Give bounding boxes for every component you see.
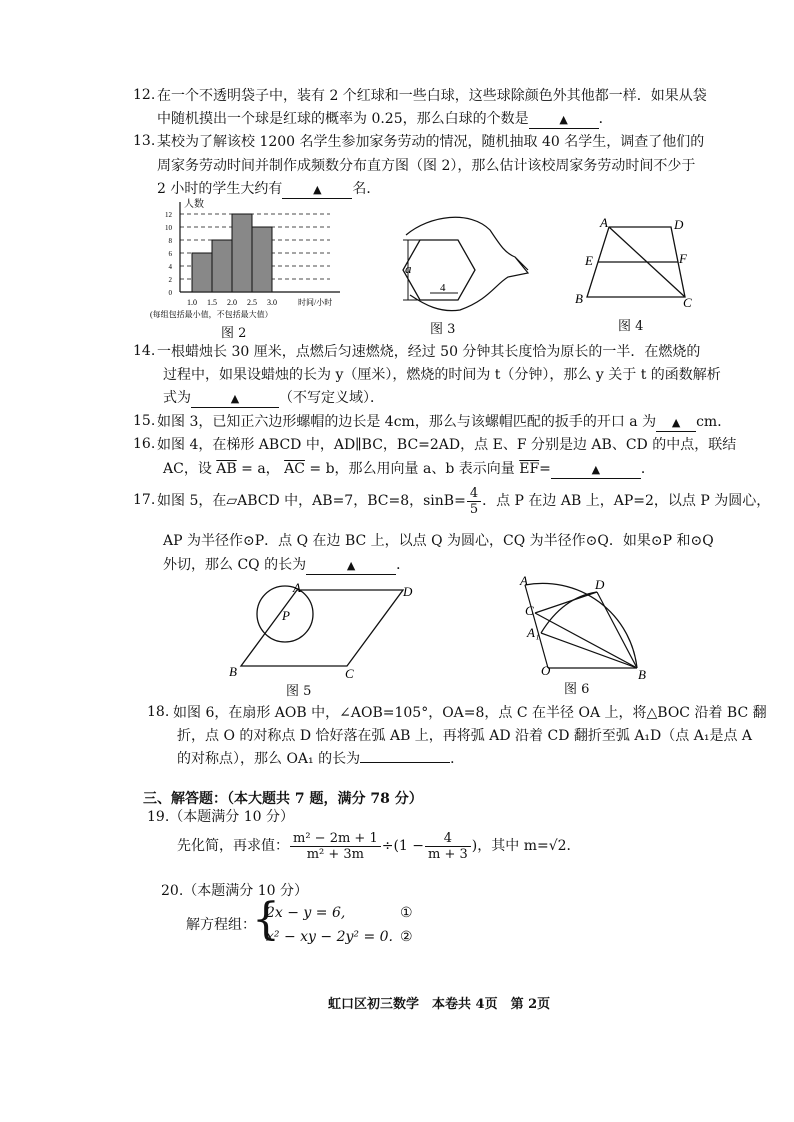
q12-line2-text: 中随机摸出一个球是红球的概率为 0.25，那么白球的个数是 xyxy=(157,111,529,127)
figure-6-sector xyxy=(515,575,655,680)
q12-line1: 在一个不透明袋子中，装有 2 个红球和一些白球，这些球除颜色外其他都一样．如果从袋 xyxy=(157,88,707,104)
q13-line1: 某校为了解该校 1200 名学生参加家务劳动的情况，随机抽取 40 名学生，调查了他们的 xyxy=(157,134,705,150)
histogram-bar xyxy=(252,227,272,292)
y-tick-label: 12 xyxy=(165,211,172,219)
histogram-note: (每组包括最小值，不包括最大值） xyxy=(150,310,273,319)
label-C: C xyxy=(345,666,354,681)
q12-line2-end: ． xyxy=(598,111,613,127)
blank-mark: ▲ xyxy=(230,392,240,405)
fraction-1-denominator: m² + 3m xyxy=(306,846,365,862)
figure-2-caption: 图 2 xyxy=(221,326,247,341)
blank-mark: ▲ xyxy=(346,559,356,572)
q16-eq-b: = b，那么用向量 a、b 表示向量 xyxy=(309,461,515,477)
wrench-outline xyxy=(406,217,528,310)
vector-ab: $\overline{AB}$ xyxy=(216,461,237,477)
q15-unit: cm． xyxy=(696,414,732,430)
label-B: B xyxy=(638,667,646,682)
label-A: A xyxy=(600,215,608,230)
q15-line xyxy=(157,413,731,432)
segment-a1b xyxy=(541,633,637,668)
q17-text-cont: ．点 P 在边 AB 上，AP=2，以点 P 为圆心， xyxy=(482,493,771,509)
q17-answer-blank xyxy=(306,557,396,575)
q13-line3-end: 名． xyxy=(352,181,381,197)
q12-answer-blank xyxy=(529,111,599,129)
histogram-bar xyxy=(192,253,212,292)
blank-mark: ▲ xyxy=(559,113,568,126)
q13-line2: 周家务劳动时间并制作成频数分布直方图（图 2），那么估计该校周家务劳动时间不少于 xyxy=(157,158,696,174)
q18-line2: 折，点 O 的对称点 D 恰好落在弧 AB 上，再将弧 AD 沿着 CD 翻折至弧 A₁D（点 A₁是点 A xyxy=(177,728,753,744)
q18-line3 xyxy=(177,750,464,768)
sinB-fraction xyxy=(467,486,481,517)
figure-3-caption: 图 3 xyxy=(430,322,456,337)
x-tick-label: 1.5 xyxy=(207,298,217,307)
q17-line3-text: 外切，那么 CQ 的长为 xyxy=(163,557,307,573)
q17-line3 xyxy=(163,556,410,575)
q15-number: 15. xyxy=(133,413,156,429)
q18-number: 18. xyxy=(147,704,170,720)
parallelogram-abcd xyxy=(241,590,403,666)
histogram-bar xyxy=(232,214,252,292)
q19-expression xyxy=(177,828,581,864)
hexagon-nut xyxy=(403,240,475,300)
q12-number: 12. xyxy=(133,87,156,103)
q14-answer-blank xyxy=(191,390,279,408)
q18-line3-end: ． xyxy=(450,751,465,767)
q19-mid: ÷(1 − xyxy=(381,838,425,854)
section-3-heading: 三、解答题：（本大题共 7 题，满分 78 分） xyxy=(143,791,423,807)
y-axis-label: 人数 xyxy=(184,199,204,210)
histogram-bar xyxy=(212,240,232,292)
segment-cd xyxy=(535,592,597,613)
q18-line3-text: 的对称点），那么 OA₁ 的长为 xyxy=(177,751,361,767)
y-tick-label: 8 xyxy=(168,237,172,245)
fraction-2-denominator: m + 3 xyxy=(428,846,468,862)
q13-line3 xyxy=(157,180,380,199)
q16-end: ． xyxy=(640,461,655,477)
x-axis-label: 时间/小时 xyxy=(298,298,333,307)
label-B: B xyxy=(229,664,237,679)
q14-number: 14. xyxy=(133,343,156,359)
blank-mark: ▲ xyxy=(313,183,322,196)
x-tick-label: 2.0 xyxy=(227,298,237,307)
q19-tail: )，其中 m=√2． xyxy=(471,838,581,854)
q19-score: （本题满分 10 分） xyxy=(169,809,294,825)
q14-line1: 一根蜡烛长 30 厘米，点燃后匀速燃烧，经过 50 分钟其长度恰为原长的一半．在燃烧的 xyxy=(157,344,701,360)
label-C: C xyxy=(683,295,692,310)
q19-header xyxy=(147,808,294,826)
q17-number: 17. xyxy=(133,492,156,508)
q12-line2 xyxy=(157,110,613,129)
page-footer: 虹口区初三数学 本卷共 4页 第 2页 xyxy=(328,997,551,1012)
q13-line3-text: 2 小时的学生大约有 xyxy=(157,181,283,197)
q20-circle-1: ① xyxy=(400,905,413,921)
y-tick-label: 10 xyxy=(165,224,172,232)
q13-number: 13. xyxy=(133,133,156,149)
arc-a1d xyxy=(541,592,597,633)
y-tick-label: 4 xyxy=(168,263,172,271)
q13-answer-blank xyxy=(282,181,352,199)
q17-text: 如图 5，在▱ABCD 中，AB=7，BC=8，sinB= xyxy=(157,493,466,509)
label-D: D xyxy=(595,577,605,592)
label-F: F xyxy=(679,251,687,266)
q15-answer-blank xyxy=(656,414,696,432)
q19-number: 19. xyxy=(147,809,170,825)
y-tick-label: 2 xyxy=(168,276,172,284)
figure-5-parallelogram xyxy=(225,580,425,680)
q14-line3-text: 式为 xyxy=(163,390,191,406)
q17-line3-end: ． xyxy=(396,557,411,573)
figure-4-caption: 图 4 xyxy=(618,319,644,334)
label-O: O xyxy=(541,663,551,678)
x-tick-label: 3.0 xyxy=(267,298,277,307)
q14-line3 xyxy=(163,389,384,408)
figure-6-caption: 图 6 xyxy=(564,682,590,697)
label-D: D xyxy=(403,584,413,599)
q16-answer-blank xyxy=(551,461,641,479)
fraction-numerator: 4 xyxy=(467,486,481,502)
q16-number: 16. xyxy=(133,436,156,452)
q14-line3-end: （不写定义域）． xyxy=(279,390,384,406)
figure-3-wrench xyxy=(400,215,530,315)
q20-circle-2: ② xyxy=(400,929,413,945)
x-tick-label: 2.5 xyxy=(247,298,257,307)
y-tick-label: 0 xyxy=(168,289,172,297)
q16-equals: = xyxy=(539,461,551,477)
q20-lead: 解方程组： xyxy=(186,917,256,933)
q14-line2: 过程中，如果设蜡烛的长为 y（厘米），燃烧的时间为 t（分钟），那么 y 关于 t 的函数解析 xyxy=(163,367,721,383)
q15-text: 如图 3，已知正六边形螺帽的边长是 4cm，那么与该螺帽匹配的扳手的开口 a 为 xyxy=(157,414,657,430)
label-A: A xyxy=(520,573,528,588)
label-4: 4 xyxy=(440,282,446,294)
q18-line1: 如图 6，在扇形 AOB 中，∠AOB=105°，OA=8，点 C 在半径 OA 上，将△BOC 沿着 BC 翻 xyxy=(173,705,767,721)
q20-number: 20. xyxy=(161,883,184,899)
q16-line2 xyxy=(163,460,655,479)
x-tick-label: 1.0 xyxy=(187,298,197,307)
label-P: P xyxy=(282,608,290,623)
system-brace: { xyxy=(252,894,280,945)
blank-mark: ▲ xyxy=(591,463,601,476)
vector-ac: $\overline{AC}$ xyxy=(284,461,305,477)
segment-cb xyxy=(535,613,637,668)
fraction-2 xyxy=(425,831,471,862)
label-E: E xyxy=(585,253,593,268)
q16-line1: 如图 4，在梯形 ABCD 中，AD∥BC，BC=2AD，点 E、F 分别是边 AB、CD 的中点，联结 xyxy=(157,437,737,453)
figure-5-caption: 图 5 xyxy=(286,684,312,699)
q17-line1 xyxy=(157,484,770,518)
fraction-1 xyxy=(290,831,381,862)
q20-header xyxy=(161,882,308,900)
fraction-2-numerator: 4 xyxy=(425,831,471,847)
figure-4-trapezoid xyxy=(575,215,705,315)
fraction-denominator: 5 xyxy=(469,501,479,517)
label-A: A xyxy=(293,580,301,595)
vector-ef: $\overline{EF}$ xyxy=(519,461,540,477)
y-tick-label: 6 xyxy=(168,250,172,258)
q18-answer-blank xyxy=(360,762,450,763)
label-C: C xyxy=(525,603,534,618)
q17-line2: AP 为半径作⊙P．点 Q 在边 BC 上，以点 Q 为圆心，CQ 为半径作⊙Q．如果⊙P 和⊙Q xyxy=(163,533,714,549)
q20-score: （本题满分 10 分） xyxy=(183,883,308,899)
label-A1: A₁ xyxy=(527,625,540,640)
q20-equation-2: x² − xy − 2y² = 0. xyxy=(266,929,393,945)
fraction-1-numerator: m² − 2m + 1 xyxy=(290,831,381,847)
q20-equation-1: 2x − y = 6, xyxy=(266,905,346,921)
q19-lead: 先化简，再求值： xyxy=(177,838,289,854)
q16-eq-a: = a， xyxy=(241,461,280,477)
q16-text: AC，设 xyxy=(163,461,212,477)
label-D: D xyxy=(674,217,684,232)
blank-mark: ▲ xyxy=(671,416,681,429)
label-B: B xyxy=(575,291,583,306)
figure-2-histogram xyxy=(150,198,380,320)
label-a: a xyxy=(405,261,412,276)
